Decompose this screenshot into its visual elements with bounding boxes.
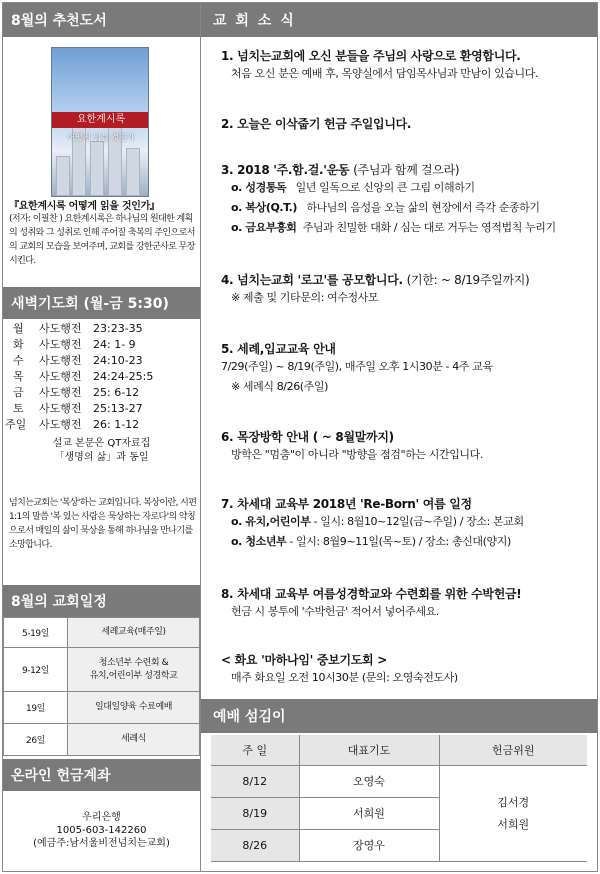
news-item: 7. 차세대 교육부 2018년 'Re-Born' 여름 일정 o. 유치,어린이부 - 일시: 8월10~12일(금~주일) / 장소: 본교회 o. 청소년부 - 일시: 8월9~11일(목~토) / 장소: 총신대(양지) bbox=[221, 497, 524, 548]
dawn-row: 주일 사도행전 26: 1-12 bbox=[5, 418, 140, 431]
bulletin-page bbox=[2, 2, 598, 872]
worship-row: 8/26 장영우 bbox=[211, 829, 587, 861]
schedule-row: 19일 일대일양육 수료예배 bbox=[4, 692, 200, 724]
offering-committee: 김서경 서희원 bbox=[439, 765, 587, 861]
news-item: 3. 2018 '주.함.걸.'운동 (주님과 함께 걸으라) o. 성경통독 일년 일독으로 신앙의 큰 그림 이해하기 o. 복상(Q.T.) 하나님의 음성을 오늘 삶의 현장에서 즉각 순종하기 o. 금요부흥회 주님과 친밀한 대화 / 심는 대로 거두는 영적법칙 누리기 bbox=[221, 163, 556, 234]
book-description: (저자: 이필찬 ) 요한계시록은 하나님의 원대한 계획의 성취와 그 성취로 인해 주어질 축복의 주인으로서의 교회의 모습을 보여주며, 교회를 강한군사로 무장시킨다. bbox=[9, 214, 195, 266]
schedule-table bbox=[3, 617, 200, 756]
recommended-book bbox=[3, 37, 200, 281]
bank-info bbox=[3, 811, 200, 850]
news-item: 5. 세례,입교교육 안내 7/29(주일) ~ 8/19(주일), 매주일 오후 1시30분 - 4주 교육 ※ 세례식 8/26(주일) bbox=[221, 342, 493, 393]
news-item: 8. 차세대 교육부 여름성경학교와 수련회를 위한 수박헌금! 헌금 시 봉투에 '수박헌금' 적어서 넣어주세요. bbox=[221, 587, 522, 618]
dawn-note-1: 설교 본문은 QT자료집 bbox=[52, 438, 151, 449]
worship-row: 8/19 서희원 bbox=[211, 797, 587, 829]
news-item: < 화요 '마하나임' 중보기도회 > 매주 화요일 오전 10시30분 (문의: 오영숙전도사) bbox=[221, 653, 458, 684]
dawn-prayer-list bbox=[3, 321, 200, 465]
left-column bbox=[3, 3, 201, 871]
dawn-row: 화 사도행전 24: 1- 9 bbox=[13, 338, 136, 351]
bank-account: 1005-603-142260 bbox=[56, 825, 147, 836]
worship-header: 예배 섬김이 bbox=[201, 699, 597, 733]
bank-header: 온라인 헌금계좌 bbox=[3, 759, 200, 791]
book-title: 『요한계시록 어떻게 읽을 것인가』 bbox=[9, 201, 160, 212]
book-cover-image bbox=[51, 47, 149, 197]
book-header: 8월의 추천도서 bbox=[3, 3, 200, 37]
news-item: 1. 넘치는교회에 오신 분들을 주님의 사랑으로 환영합니다. 처음 오신 분은 예배 후, 목양실에서 담임목사님과 만남이 있습니다. bbox=[221, 49, 539, 80]
dawn-row: 목 사도행전 24:24-25:5 bbox=[13, 370, 154, 383]
dawn-header: 새벽기도회 (월-금 5:30) bbox=[3, 287, 200, 319]
worship-table bbox=[211, 735, 587, 862]
bank-name: 우리은행 bbox=[82, 812, 121, 823]
dawn-row: 수 사도행전 24:10-23 bbox=[13, 354, 143, 367]
dawn-description: 넘치는교회는 '복상'하는 교회입니다. 복상이란, 시편1:1의 말씀 '복 있는 사람은 묵상하는 자로다'의 약칭으로서 매일의 삶이 묵상을 통해 하나님을 만나기를 소망합니다. bbox=[9, 498, 197, 550]
worship-table-header: 주 일 대표기도 헌금위원 bbox=[211, 735, 587, 765]
schedule-row: 26일 세례식 bbox=[4, 724, 200, 756]
book-cover-title: 요한계시록 bbox=[52, 112, 149, 128]
bank-holder: (예금주:남서울비전넘치는교회) bbox=[33, 838, 170, 849]
dawn-row: 금 사도행전 25: 6-12 bbox=[13, 386, 140, 399]
worship-row: 8/12 오영숙 김서경 서희원 bbox=[211, 765, 587, 797]
news-item: 6. 목장방학 안내 ( ~ 8월말까지) 방학은 "멈춤"이 아니라 "방향을 점검"하는 시간입니다. bbox=[221, 430, 483, 461]
dawn-row: 토 사도행전 25:13-27 bbox=[13, 402, 143, 415]
news-item: 4. 넘치는교회 '로고'를 공모합니다. (기한: ~ 8/19주일까지) ※ 제출 및 기타문의: 여수정사모 bbox=[221, 273, 530, 304]
news-header: 교 회 소 식 bbox=[201, 3, 597, 37]
schedule-header: 8월의 교회일정 bbox=[3, 585, 200, 617]
book-cover-subtitle: 어떻게 읽을 것인가 bbox=[67, 133, 135, 142]
schedule-row: 9-12일 청소년부 수련회 & 유치,어린이부 성경학교 bbox=[4, 648, 200, 692]
schedule-row: 5-19일 세례교육(매주일) bbox=[4, 618, 200, 648]
dawn-row: 월 사도행전 23:23-35 bbox=[13, 322, 143, 335]
dawn-note-2: 「생명의 삶」과 동일 bbox=[54, 452, 149, 463]
right-column bbox=[201, 3, 597, 871]
news-item: 2. 오늘은 이삭줍기 헌금 주일입니다. bbox=[221, 117, 412, 131]
